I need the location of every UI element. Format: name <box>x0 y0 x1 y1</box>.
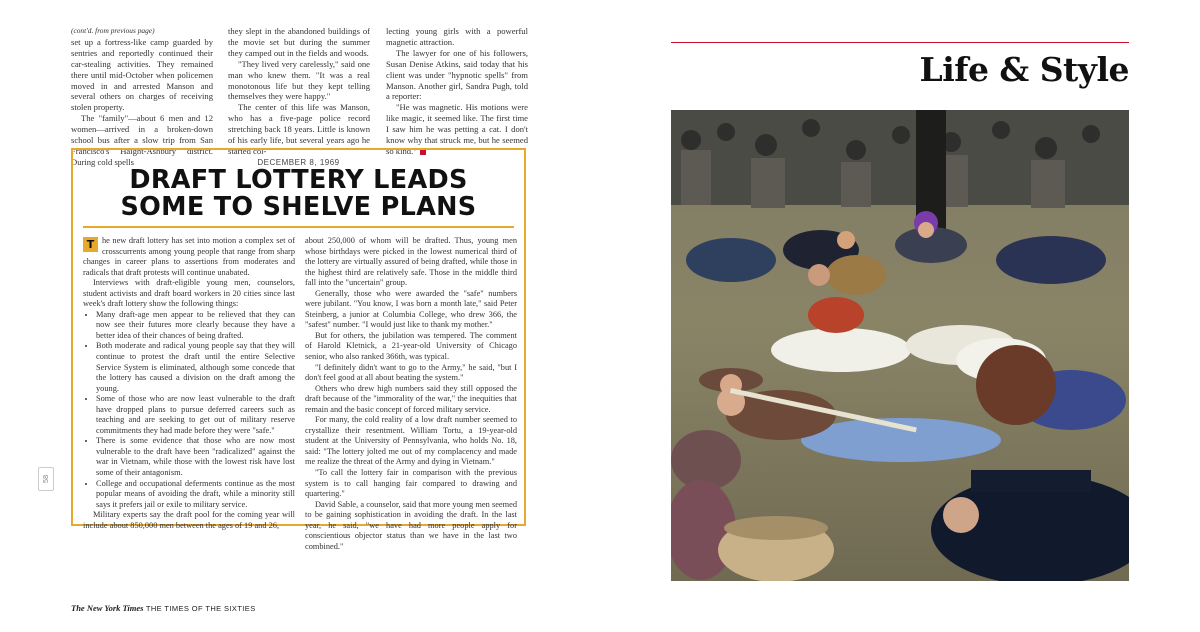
story-paragraph: The "family"—about 6 men and 12 women—arrived in a broken-down school bus after a slow trip from San Francisco's Haight-Ashbury district. During cold spells <box>71 113 213 167</box>
book-title: THE TIMES OF THE SIXTIES <box>145 604 256 613</box>
article-paragraph: But for others, the jubilation was tempered. The comment of Harold Kletnick, a 21-year-old University of Chicago senior, who also ranked 366th, was typical. <box>305 330 517 362</box>
section-rule <box>671 42 1129 43</box>
article-date: DECEMBER 8, 1969 <box>257 158 340 167</box>
article-column-1 <box>83 236 295 531</box>
headline-divider <box>83 226 514 228</box>
article-paragraph: "I definitely didn't want to go to the Army," he said, "but I don't feel good at all about beating the system." <box>305 362 517 383</box>
list-item: • Both moderate and radical young people say that they will continue to protest the draft until the entire Selective Service System is eliminated, although some concede that the lottery has caused a division on the draft among the young. <box>96 341 295 394</box>
story-paragraph: "They lived very carelessly," said one man who knew them. "It was a real monotonous life but they kept telling themselves they were happy." <box>228 58 370 102</box>
article-headline: DRAFT LOTTERY LEADS SOME TO SHELVE PLANS <box>120 165 477 222</box>
article-paragraph: T he new draft lottery has set into motion a complex set of crosscurrents among young people that range from sharp changes in career plans to assertions from moderates and radicals that draft protests will continue unabated. <box>83 236 295 277</box>
article-column-2 <box>305 236 517 552</box>
article-paragraph: For many, the cold reality of a low draft number seemed to crystallize their resentment. William Tortu, a 19-year-old student at the University of Pennsylvania, who holds No. 18, said: "The lottery jolted me out of my complacency and made me realize the threat of the Army and dying in Vietnam." <box>305 415 517 467</box>
list-item: • College and occupational deferments continue as the most popular means of avoiding the draft, while a minority still says it prefers jail or exile to military service. <box>96 479 295 511</box>
article-paragraph: Interviews with draft-eligible young men, counselors, student activists and draft board workers in 20 cities since last week's draft lottery show the following things: <box>83 278 295 309</box>
article-paragraph: David Sable, a counselor, said that more young men seemed to be gaining sophistication in avoiding the draft. In the last year, he said, "we have had more people apply for conscientious objector status than we have in the last two combined." <box>305 499 517 551</box>
story-column-3 <box>386 26 528 157</box>
page-number: 58 <box>38 467 54 491</box>
article-paragraph: Others who drew high numbers said they still opposed the draft because of the "immorality of the war," the inequities that remain and the basic concept of forced military service. <box>305 383 517 414</box>
story-column-2 <box>228 26 370 157</box>
story-paragraph: "He was magnetic. His motions were like magic, it seemed like. The first time I saw him he was petting a cat. I don't know why that struck me, but he seemed so kind." <box>386 102 528 156</box>
section-title: Life & Style <box>919 50 1129 89</box>
story-paragraph: The lawyer for one of his followers, Susan Denise Atkins, said today that his client was under "hypnotic spells" from Manson. Another girl, Sandra Pugh, told a reporter: <box>386 47 528 102</box>
list-item: • There is some evidence that those who are now most vulnerable to the draft have been "radicalized" against the war in Vietnam, while those with the lowest risk have lost some of their antagonism. <box>96 436 295 478</box>
boxed-article <box>71 148 526 551</box>
page-footer <box>71 603 256 613</box>
list-item: • Many draft-age men appear to be relieved that they can now see their futures more clearly because they have a better idea of their chances of being drafted. <box>96 310 295 342</box>
drop-cap: T <box>83 237 98 252</box>
continued-note: (cont'd. from previous page) <box>71 26 155 35</box>
newspaper-logo: The New York Times <box>71 603 144 613</box>
list-item: • Some of those who are now least vulnerable to the draft have dropped plans to pursue deferred careers such as teaching and are seeking to get out of military reserve commitments they had made before they were "safe." <box>96 394 295 436</box>
festival-crowd-photo <box>671 110 1129 581</box>
story-paragraph: set up a fortress-like camp guarded by sentries and reportedly continued their car-stealing activities. They remained there until mid-October when policemen moved in and arrested Manson and several others on charges of receiving stolen property. <box>71 36 213 113</box>
article-paragraph: "To call the lottery fair in comparison with the previous system is to call hanging fair compared to drawing and quartering." <box>305 468 517 499</box>
story-paragraph: lecting young girls with a powerful magnetic attraction. <box>386 26 528 47</box>
story-paragraph: The center of this life was Manson, who has a five-page police record stretching back 18 years. Little is known of his early life, but several years ago he started col- <box>228 102 370 156</box>
findings-list <box>83 310 295 510</box>
article-paragraph: Military experts say the draft pool for the coming year will include about 850,000 men between the ages of 19 and 26, <box>83 510 295 530</box>
story-paragraph: they slept in the abandoned buildings of the movie set but during the summer they camped out in the fields and woods. <box>228 26 370 58</box>
article-paragraph: Generally, those who were awarded the "safe" numbers were jubilant. "You know, I was born a month late," said Peter Steinberg, a junior at Columbia College, who drew 366, the "safest" number. "I would just like to thank my mother." <box>305 288 517 330</box>
story-column-1 <box>71 26 213 168</box>
photo-illustration <box>671 110 1129 581</box>
article-paragraph: about 250,000 of whom will be drafted. Thus, young men whose birthdays were picked in the lowest numerical third of the lottery are virtually assured of being drafted, while those in the highest third are relatively safe. Those in the middle third fall into the "uncertain" group. <box>305 236 517 288</box>
